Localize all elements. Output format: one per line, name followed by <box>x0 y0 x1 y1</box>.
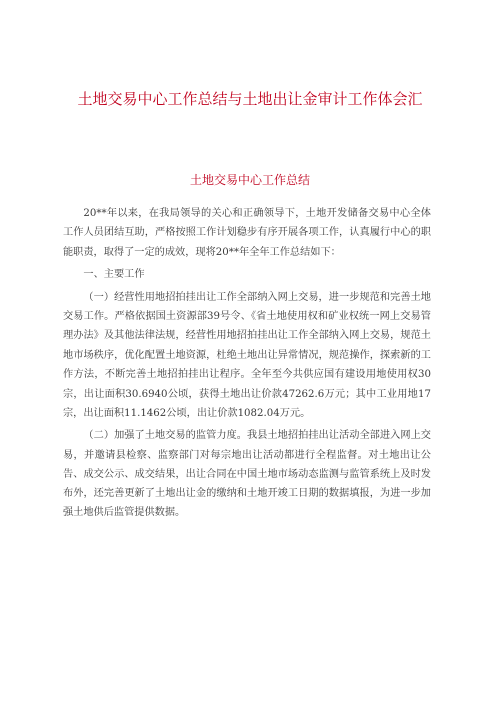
intro-paragraph: 20**年以来，在我局领导的关心和正确领导下，土地开发储备交易中心全体工作人员团结互助，严格按照工作计划稳步有序开展各项工作，认真履行中心的职能职责，取得了一定的成效，现将20**年全年工作总结如下： <box>63 208 431 258</box>
section-title: 土地交易中心工作总结 <box>189 173 310 187</box>
work-item-1: （一）经营性用地招拍挂出让工作全部纳入网上交易，进一步规范和完善土地交易工作。严格依据国土资源部39号令、《省土地使用权和矿业权统一网上交易管理办法》及其他法律法规，经营性用地招拍挂出让工作全部纳入网上交易，规范土地市场秩序，优化配置土地资源，杜绝土地出让异常情况，规范操作，探索新的工作方法，不断完善土地招拍挂出让程序。全年至今共供应国有建设用地使用权30宗，出让面积30.6940公顷，获得土地出让价款47262.6万元；其中工业用地17宗，出让面积11.1462公顷，出让价款1082.04万元。 <box>63 291 431 420</box>
main-work-heading: 一、主要工作 <box>83 269 145 281</box>
work-item-2: （二）加强了土地交易的监管力度。我县土地招拍挂出让活动全部进入网上交易，并邀请县检察、监察部门对每宗地出让活动都进行全程监督。对土地出让公告、成交公示、成交结果，出让合同在中国土地市场动态监测与监管系统上及时发布外，还完善更新了土地出让金的缴纳和土地开竣工日期的数据填报，为进一步加强土地供后监管提供数据。 <box>63 430 431 519</box>
document-body <box>63 204 431 522</box>
document-title: 土地交易中心工作总结与土地出让金审计工作体会汇 <box>77 90 423 108</box>
